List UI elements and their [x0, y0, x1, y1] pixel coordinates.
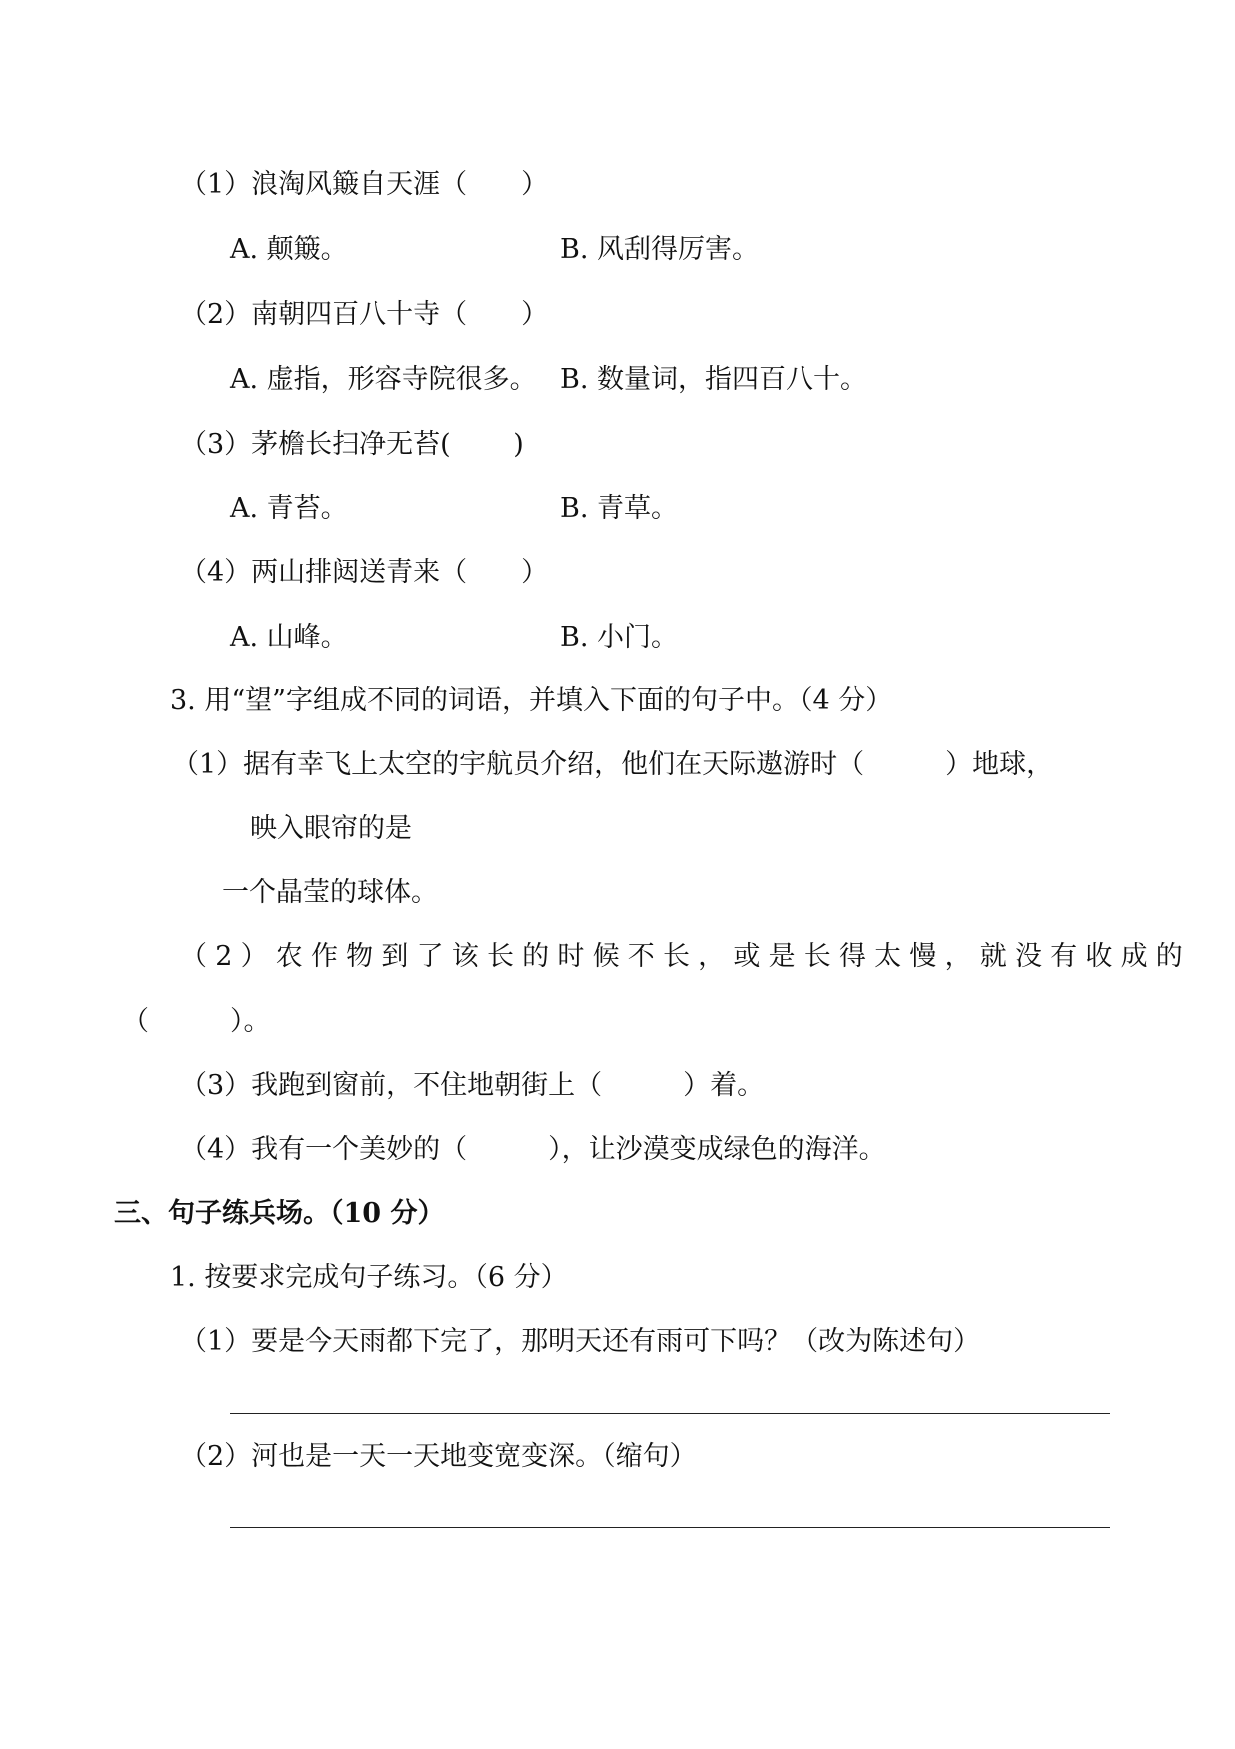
q2-item2-option-b[interactable]: B. 数量词，指四百八十。 — [560, 364, 868, 395]
q2-item1-option-a[interactable]: A. 颠簸。 — [230, 234, 348, 265]
q3-sentence2-line2: （ ）。 — [122, 1006, 271, 1037]
section3-q1-item2: （2）河也是一天一天地变宽变深。（缩句） — [180, 1441, 697, 1472]
q3-sentence2-line1: （2）农作物到了该长的时候不长，或是长得太慢，就没有收成的 — [180, 941, 1191, 972]
section3-q1-item1: （1）要是今天雨都下完了，那明天还有雨可下吗？（改为陈述句） — [180, 1326, 981, 1357]
section3-q1-heading: 1. 按要求完成句子练习。（6 分） — [170, 1262, 568, 1293]
q2-item4-stem: （4）两山排闼送青来（ ） — [180, 557, 549, 588]
q3-sentence1-line3: 一个晶莹的球体。 — [222, 877, 438, 908]
q3-sentence3: （3）我跑到窗前，不住地朝街上（ ）着。 — [180, 1070, 765, 1101]
q2-item2-stem: （2）南朝四百八十寺（ ） — [180, 299, 549, 330]
q3-sentence1-line2: 映入眼帘的是 — [250, 813, 412, 844]
answer-line-1[interactable] — [230, 1413, 1110, 1414]
q2-item4-option-a[interactable]: A. 山峰。 — [230, 622, 348, 653]
q2-item3-option-b[interactable]: B. 青草。 — [560, 493, 679, 524]
q2-item1-stem: （1）浪淘风簸自天涯（ ） — [180, 169, 549, 200]
q3-sentence4: （4）我有一个美妙的（ ），让沙漠变成绿色的海洋。 — [180, 1134, 886, 1165]
q2-item4-option-b[interactable]: B. 小门。 — [560, 622, 679, 653]
q3-sentence1-line1: （1）据有幸飞上太空的宇航员介绍，他们在天际遨游时（ ）地球， — [172, 749, 1054, 780]
section3-title: 三、句子练兵场。（10 分） — [114, 1198, 445, 1229]
q2-item3-stem: （3）茅檐长扫净无苔( ) — [180, 429, 524, 460]
answer-line-2[interactable] — [230, 1527, 1110, 1528]
q2-item3-option-a[interactable]: A. 青苔。 — [230, 493, 348, 524]
q2-item2-option-a[interactable]: A. 虚指，形容寺院很多。 — [230, 364, 537, 395]
q2-item1-option-b[interactable]: B. 风刮得厉害。 — [560, 234, 760, 265]
q3-heading: 3. 用“望”字组成不同的词语，并填入下面的句子中。（4 分） — [170, 685, 893, 716]
